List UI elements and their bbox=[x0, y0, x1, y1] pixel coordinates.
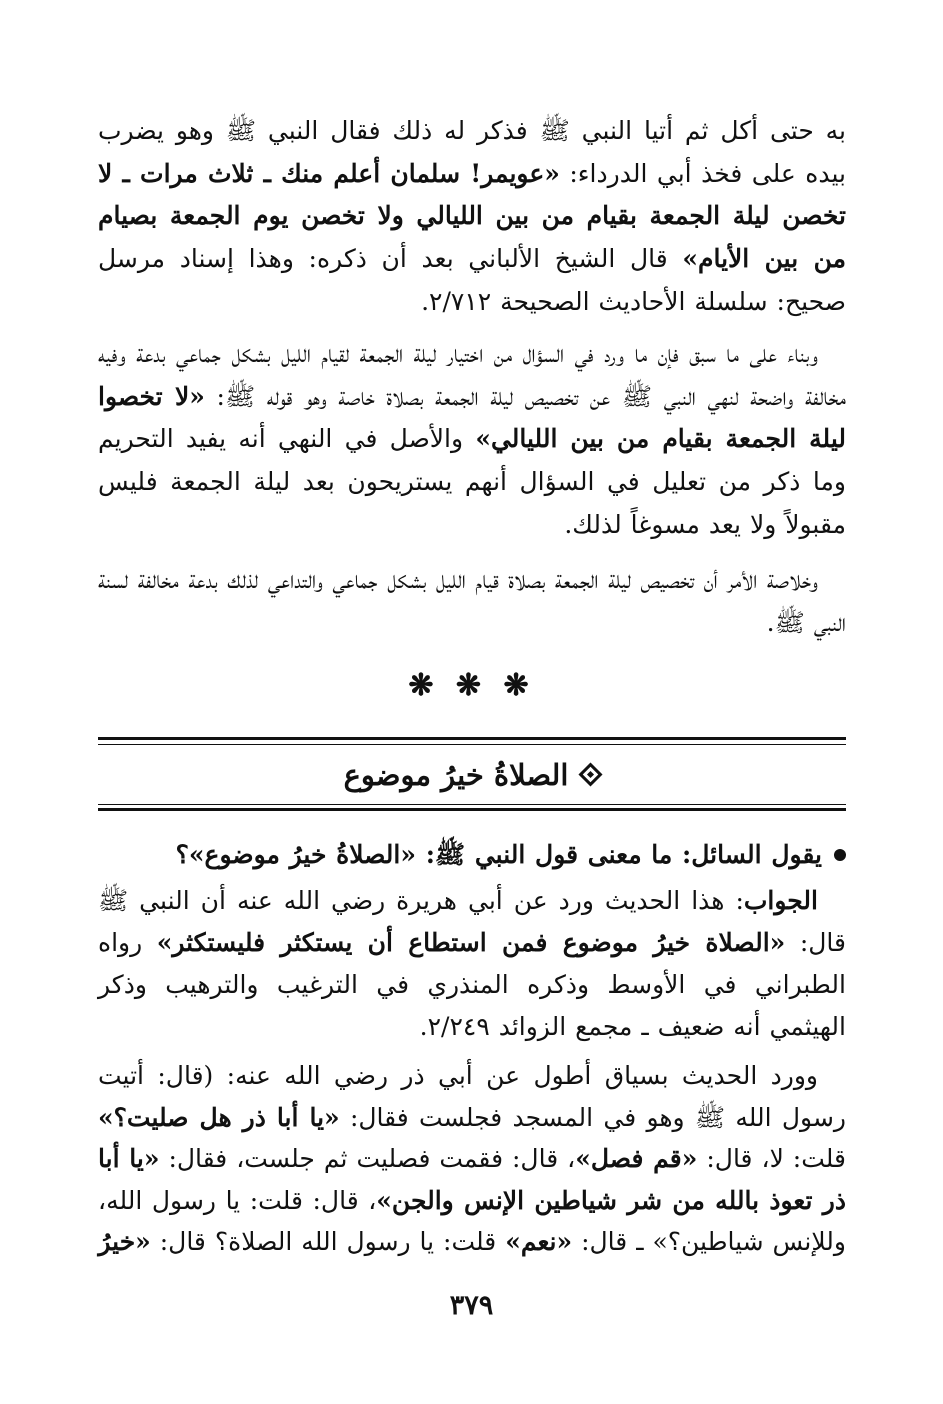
bold-quote: «قم فصل» bbox=[575, 1144, 698, 1173]
diamond-icon bbox=[579, 762, 603, 786]
bold-quote: «الصلاة خيرُ موضوع فمن استطاع أن يستكثر فليستكثر» bbox=[156, 928, 786, 957]
text-span: : هذا الحديث ورد عن أبي هريرة رضي الله عنه أن النبي ﷺ قال: bbox=[98, 886, 846, 957]
divider bbox=[98, 737, 846, 740]
text-span: قلت: يا رسول الله الصلاة؟ قال: bbox=[150, 1227, 506, 1256]
text-span: ، قال: قلت: يا رسول الله، وللإنس شياطين؟» ـ قال: bbox=[98, 1185, 846, 1256]
text-span: ، قال: فقمت فصليت ثم جلست، فقال: bbox=[159, 1144, 576, 1173]
bold-quote: «خيرُ bbox=[98, 1227, 151, 1256]
bold-quote: «لا تخصوا ليلة الجمعة بقيام من بين الليالي» bbox=[98, 381, 846, 454]
section-title bbox=[0, 748, 943, 802]
question-paragraph bbox=[98, 834, 846, 875]
bold-question: يقول السائل: ما معنى قول النبي ﷺ: «الصلاةُ خيرُ موضوع»؟ bbox=[175, 840, 822, 869]
text-span: وخلاصة الأمر أن تخصيص ليلة الجمعة بصلاة قيام الليل بشكل جماعي والتداعي لذلك بدعة مخالفة لسنة النبي ﷺ. bbox=[98, 565, 846, 637]
divider bbox=[98, 744, 846, 745]
answer-paragraph bbox=[98, 880, 846, 1048]
bold-quote: «نعم» bbox=[505, 1227, 573, 1256]
separator-stars: ❋ ❋ ❋ bbox=[408, 668, 535, 703]
text-span: رواه الطبراني في الأوسط وذكره المنذري في الترغيب والترهيب وذكر الهيثمي أنه ضعيف ـ مجمع الزوائد ٢/٢٤٩. bbox=[98, 928, 846, 1041]
divider bbox=[98, 804, 846, 805]
text-span: والأصل في النهي أنه يفيد التحريم وما ذكر من تعليل في السؤال أنهم يستريحون بعد ليلة الجمعة فليس مقبولاً ولا يعد مسوغاً لذلك. bbox=[98, 424, 846, 539]
text-span: قلت: لا، قال: bbox=[697, 1144, 847, 1173]
section-title-text: الصلاةُ خيرُ موضوع bbox=[343, 758, 569, 792]
paragraph-hadith-continuation bbox=[98, 110, 846, 324]
paragraph-conclusion bbox=[98, 559, 846, 644]
bold-quote: «يا أبا ذر هل صليت؟» bbox=[98, 1102, 340, 1132]
text-span: قال الشيخ الألباني بعد أن ذكره: وهذا إسناد مرسل صحيح: سلسلة الأحاديث الصحيحة ٢/٧١٢. bbox=[98, 244, 846, 316]
paragraph-long-hadith bbox=[98, 1055, 846, 1263]
text-span: به حتى أكل ثم أتيا النبي ﷺ فذكر له ذلك فقال النبي ﷺ وهو يضرب بيده على فخذ أبي الدرداء: bbox=[98, 116, 846, 188]
bold-quote: «يا أبا ذر تعوذ بالله من شر شياطين الإنس والجن» bbox=[98, 1144, 846, 1215]
bold-quote: «عويمر! سلمان أعلم منك ـ ثلاث مرات ـ لا تخصن ليلة الجمعة بقيام من بين الليالي ولا تخصن يوم الجمعة بصيام من بين الأيام» bbox=[98, 158, 847, 274]
paragraph-ruling bbox=[98, 333, 846, 547]
text-span: وورد الحديث بسياق أطول عن أبي ذر رضي الله عنه: (قال: أتيت رسول الله ﷺ وهو في المسجد فجلست فقال: bbox=[98, 1061, 846, 1132]
text-span: وبناء على ما سبق فإن ما ورد في السؤال من اختيار ليلة الجمعة لقيام الليل بشكل جماعي بدعة وفيه مخالفة واضحة لنهي النبي ﷺ عن تخصيص ليلة الجمعة بصلاة خاصة وهو قوله ﷺ: bbox=[98, 339, 846, 411]
answer-label: الجواب bbox=[743, 886, 818, 915]
divider bbox=[98, 808, 846, 811]
bullet-icon bbox=[834, 849, 846, 861]
page-number: ٣٧٩ bbox=[449, 1290, 494, 1321]
